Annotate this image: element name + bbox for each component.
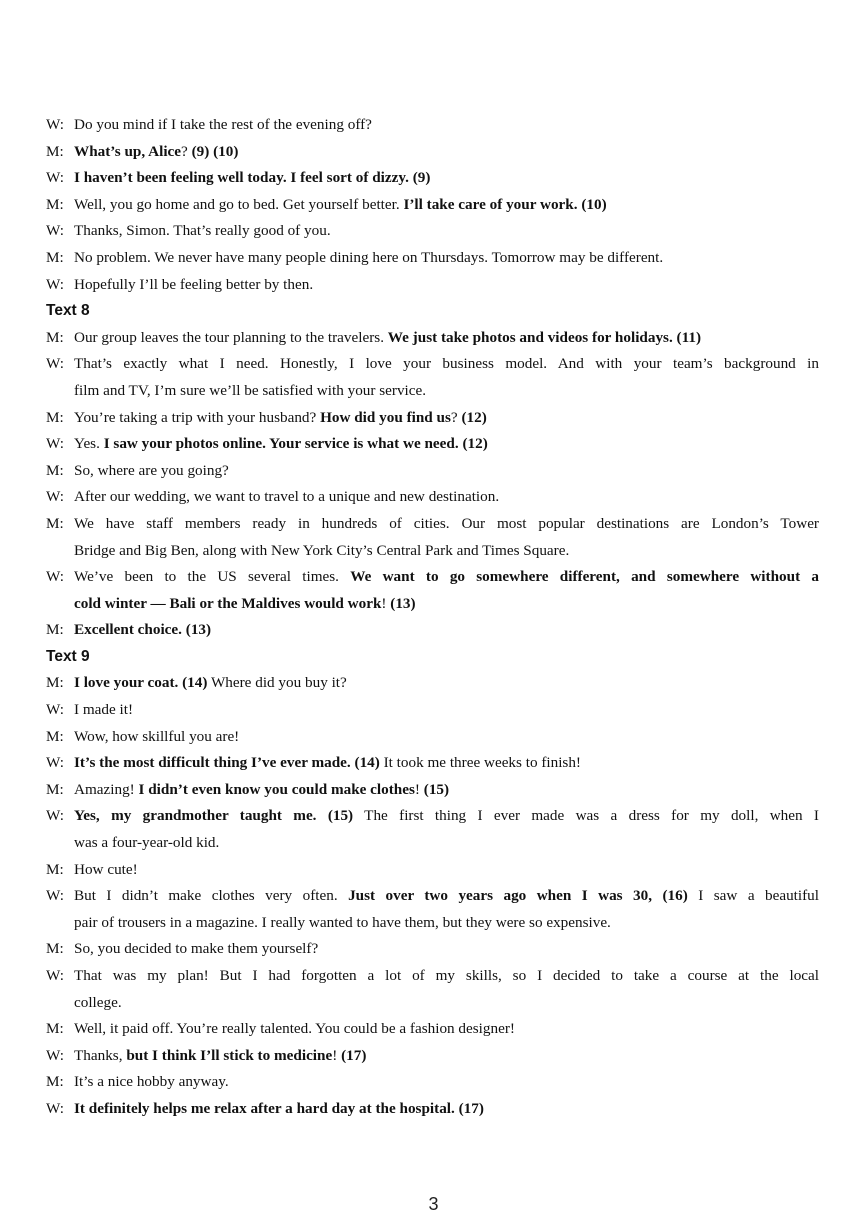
answer-text: but I think I’ll stick to medicine (126, 1046, 333, 1064)
dialogue-line (46, 351, 819, 378)
dialogue-line (46, 564, 819, 591)
dialogue-text: We’ve been to the US several times. (74, 568, 351, 586)
dialogue-line (46, 1069, 819, 1096)
dialogue-line (46, 245, 819, 272)
answer-text: (17) (341, 1046, 367, 1064)
dialogue-line (46, 670, 819, 697)
speaker-label: M: (46, 195, 64, 213)
answer-text: It definitely helps me relax after a hard day at the hospital. (17) (74, 1099, 484, 1117)
speaker-label: W: (46, 1099, 64, 1117)
dialogue-line (46, 963, 819, 990)
dialogue-line (46, 484, 819, 511)
dialogue-text: It’s a nice hobby anyway. (74, 1073, 229, 1091)
dialogue-text: Wow, how skillful you are! (74, 727, 240, 745)
dialogue-text: So, where are you going? (74, 461, 229, 479)
dialogue-line (46, 910, 819, 937)
dialogue-text: ! (332, 1046, 342, 1064)
dialogue-line (46, 112, 819, 139)
dialogue-line (46, 803, 819, 830)
answer-text: Yes, my grandmother taught me. (15) (74, 807, 354, 825)
speaker-label: W: (46, 275, 64, 293)
dialogue-text: college. (74, 993, 122, 1011)
speaker-label: M: (46, 780, 64, 798)
answer-text: (15) (423, 780, 450, 798)
dialogue-line (46, 165, 819, 192)
answer-text: I’ll take care of your work. (10) (403, 195, 607, 213)
speaker-label: W: (46, 568, 64, 586)
answer-text: We just take photos and videos for holidays. (11) (387, 328, 702, 346)
dialogue-text: film and TV, I’m sure we’ll be satisfied with your service. (74, 381, 427, 399)
speaker-label: M: (46, 514, 64, 532)
dialogue-line (46, 431, 819, 458)
dialogue-text: ! (414, 780, 424, 798)
dialogue-text: Thanks, (74, 1046, 127, 1064)
speaker-label: W: (46, 807, 64, 825)
speaker-label: W: (46, 169, 64, 187)
answer-text: I didn’t even know you could make clothes (138, 780, 415, 798)
speaker-label: W: (46, 222, 64, 240)
dialogue-text: Amazing! (74, 780, 139, 798)
dialogue-text: That was my plan! But I had forgotten a lot of my skills, so I decided to take a course at the local (74, 967, 819, 984)
dialogue-line (46, 325, 819, 352)
dialogue-text: Bridge and Big Ben, along with New York City’s Central Park and Times Square. (74, 541, 570, 559)
dialogue-text: Well, it paid off. You’re really talented. You could be a fashion designer! (74, 1020, 515, 1038)
dialogue-line (46, 857, 819, 884)
answer-text: What’s up, Alice (74, 142, 182, 160)
dialogue-text: That’s exactly what I need. Honestly, I love your business model. And with your team’s background in (74, 355, 819, 373)
speaker-label: M: (46, 674, 64, 692)
dialogue-text: ? (450, 408, 462, 426)
speaker-label: M: (46, 621, 64, 639)
answer-text: We want to go somewhere different, and somewhere without a (350, 568, 819, 586)
dialogue-text: The first thing I ever made was a dress for my doll, when I (353, 807, 819, 825)
dialogue-line (46, 218, 819, 245)
dialogue-line (46, 724, 819, 751)
dialogue-line (46, 936, 819, 963)
speaker-label: W: (46, 967, 64, 984)
dialogue-text: Hopefully I’ll be feeling better by then. (74, 275, 314, 293)
dialogue-line (46, 139, 819, 166)
dialogue-text: I made it! (74, 701, 134, 719)
dialogue-text: Thanks, Simon. That’s really good of you. (74, 222, 331, 240)
answer-text: How did you find us (320, 408, 451, 426)
dialogue-line (46, 1043, 819, 1070)
speaker-label: W: (46, 116, 64, 133)
speaker-label: M: (46, 860, 64, 878)
dialogue-line (46, 538, 819, 565)
dialogue-line (46, 405, 819, 432)
answer-text: (9) (10) (191, 142, 239, 160)
dialogue-line (46, 511, 819, 538)
dialogue-line (46, 1096, 819, 1123)
speaker-label: W: (46, 701, 64, 719)
dialogue-line (46, 990, 819, 1017)
dialogue-text: How cute! (74, 860, 138, 878)
transcript-body (46, 112, 819, 1123)
dialogue-text: But I didn’t make clothes very often. (74, 887, 349, 905)
speaker-label: W: (46, 355, 64, 373)
dialogue-line (46, 1016, 819, 1043)
dialogue-text: No problem. We never have many people dining here on Thursdays. Tomorrow may be different. (74, 248, 664, 266)
answer-text: I love your coat. (14) (74, 674, 208, 692)
dialogue-line (46, 591, 819, 618)
speaker-label: M: (46, 461, 64, 479)
dialogue-line (46, 378, 819, 405)
answer-text: Just over two years ago when I was 30, (16) (348, 887, 688, 905)
dialogue-text: ! (381, 594, 391, 612)
dialogue-text: was a four-year-old kid. (74, 834, 220, 852)
speaker-label: M: (46, 142, 64, 160)
speaker-label: M: (46, 940, 64, 958)
dialogue-text: So, you decided to make them yourself? (74, 940, 319, 958)
dialogue-line (46, 830, 819, 857)
speaker-label: W: (46, 1046, 64, 1064)
dialogue-line (46, 777, 819, 804)
dialogue-text: Do you mind if I take the rest of the evening off? (74, 116, 372, 133)
section-heading: Text 9 (46, 647, 90, 665)
speaker-label: W: (46, 887, 64, 905)
dialogue-text: pair of trousers in a magazine. I really wanted to have them, but they were so expensive. (74, 913, 611, 931)
dialogue-text: It took me three weeks to finish! (379, 754, 581, 772)
dialogue-text: I saw a beautiful (687, 887, 819, 905)
speaker-label: W: (46, 488, 64, 506)
dialogue-line (46, 192, 819, 219)
dialogue-text: Yes. (74, 435, 104, 453)
dialogue-text: After our wedding, we want to travel to a unique and new destination. (74, 488, 500, 506)
dialogue-text: We have staff members ready in hundreds of cities. Our most popular destinations are London’s Tower (74, 514, 819, 532)
answer-text: (12) (461, 408, 487, 426)
dialogue-line (46, 458, 819, 485)
speaker-label: M: (46, 727, 64, 745)
answer-text: I saw your photos online. Your service is what we need. (12) (103, 435, 488, 453)
speaker-label: W: (46, 435, 64, 453)
answer-text: cold winter — Bali or the Maldives would work (74, 594, 382, 612)
speaker-label: M: (46, 1073, 64, 1091)
dialogue-text: Well, you go home and go to bed. Get yourself better. (74, 195, 404, 213)
speaker-label: M: (46, 1020, 64, 1038)
speaker-label: W: (46, 754, 64, 772)
dialogue-text: You’re taking a trip with your husband? (74, 408, 321, 426)
answer-text: I haven’t been feeling well today. I feel sort of dizzy. (9) (74, 169, 431, 187)
section-heading: Text 8 (46, 302, 90, 320)
answer-text: (13) (390, 594, 416, 612)
page-number: 3 (428, 1194, 439, 1214)
dialogue-line (46, 883, 819, 910)
speaker-label: M: (46, 248, 64, 266)
dialogue-line (46, 697, 819, 724)
speaker-label: M: (46, 328, 64, 346)
dialogue-text: Where did you buy it? (207, 674, 347, 692)
dialogue-text: Our group leaves the tour planning to the travelers. (74, 328, 388, 346)
speaker-label: M: (46, 408, 64, 426)
dialogue-text: ? (181, 142, 192, 160)
answer-text: It’s the most difficult thing I’ve ever made. (14) (74, 754, 380, 772)
dialogue-line (46, 272, 819, 299)
dialogue-line (46, 750, 819, 777)
dialogue-line (46, 617, 819, 644)
answer-text: Excellent choice. (13) (74, 621, 212, 639)
